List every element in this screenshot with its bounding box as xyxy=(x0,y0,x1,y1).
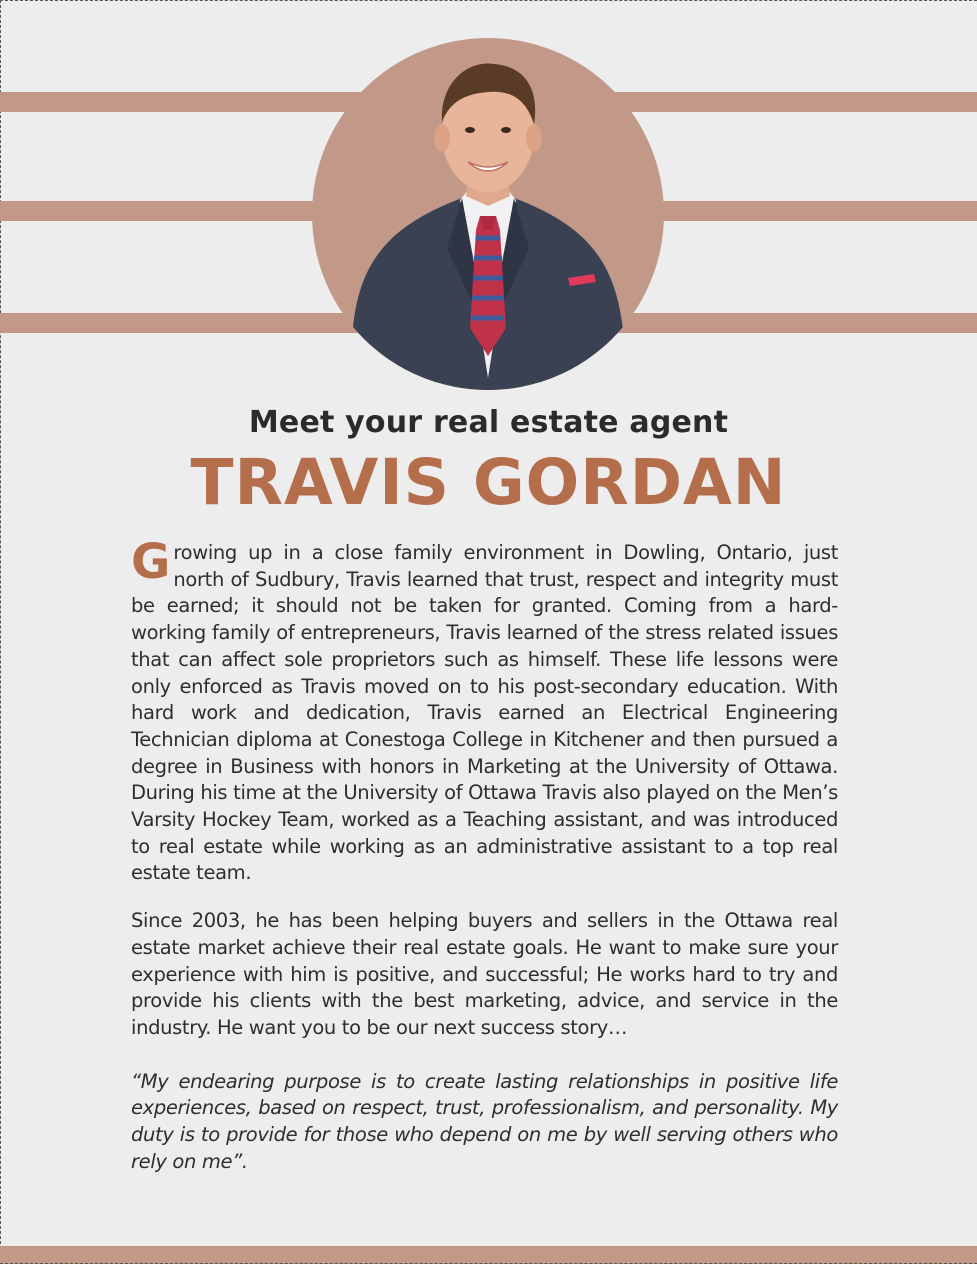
bio-paragraph-1 xyxy=(131,534,838,887)
bio-paragraph-2: Since 2003, he has been helping buyers and sellers in the Ottawa real estate market achieve their real estate goals. He want to make sure your experience with him is positive, and successful; He works hard to try and provide his clients with the best marketing, advice, and service in the industry. He want you to be our next success story… xyxy=(131,909,838,1039)
bio-paragraph-1-text: rowing up in a close family environment in Dowling, Ontario, just north of Sudbury, Travis learned that trust, respect and integrity must be earned; it should not be taken for granted. Coming from a hard-working family of entrepreneurs, Travis learned of the stress related issues that can affect sole proprietors such as himself. These life lessons were only enforced as Travis moved on to his post-secondary education. With hard work and dedication, Travis earned an Electrical Engineering Technician diploma at Conestoga College in Kitchener and then pursued a degree in Business with honors in Marketing at the University of Ottawa. During his time at the University of Ottawa Travis also played on the Men’s Varsity Hockey Team, worked as a Teaching assistant, and was introduced to real estate while working as an administrative assistant to a top real estate team. xyxy=(131,541,838,885)
agent-photo-circle xyxy=(312,38,664,390)
page-subtitle: Meet your real estate agent xyxy=(248,405,729,440)
bio-content xyxy=(131,534,838,1175)
agent-quote: “My endearing purpose is to create lasting relationships in positive life experiences, based on respect, trust, professionalism, and personality. My duty is to provide for those who depend on me by well serving others who rely on me”. xyxy=(131,1069,838,1173)
agent-name-heading: TRAVIS GORDAN xyxy=(190,446,787,519)
agent-portrait xyxy=(312,38,664,390)
drop-cap-letter: G xyxy=(131,534,171,590)
decorative-stripe-bottom xyxy=(0,1246,977,1264)
